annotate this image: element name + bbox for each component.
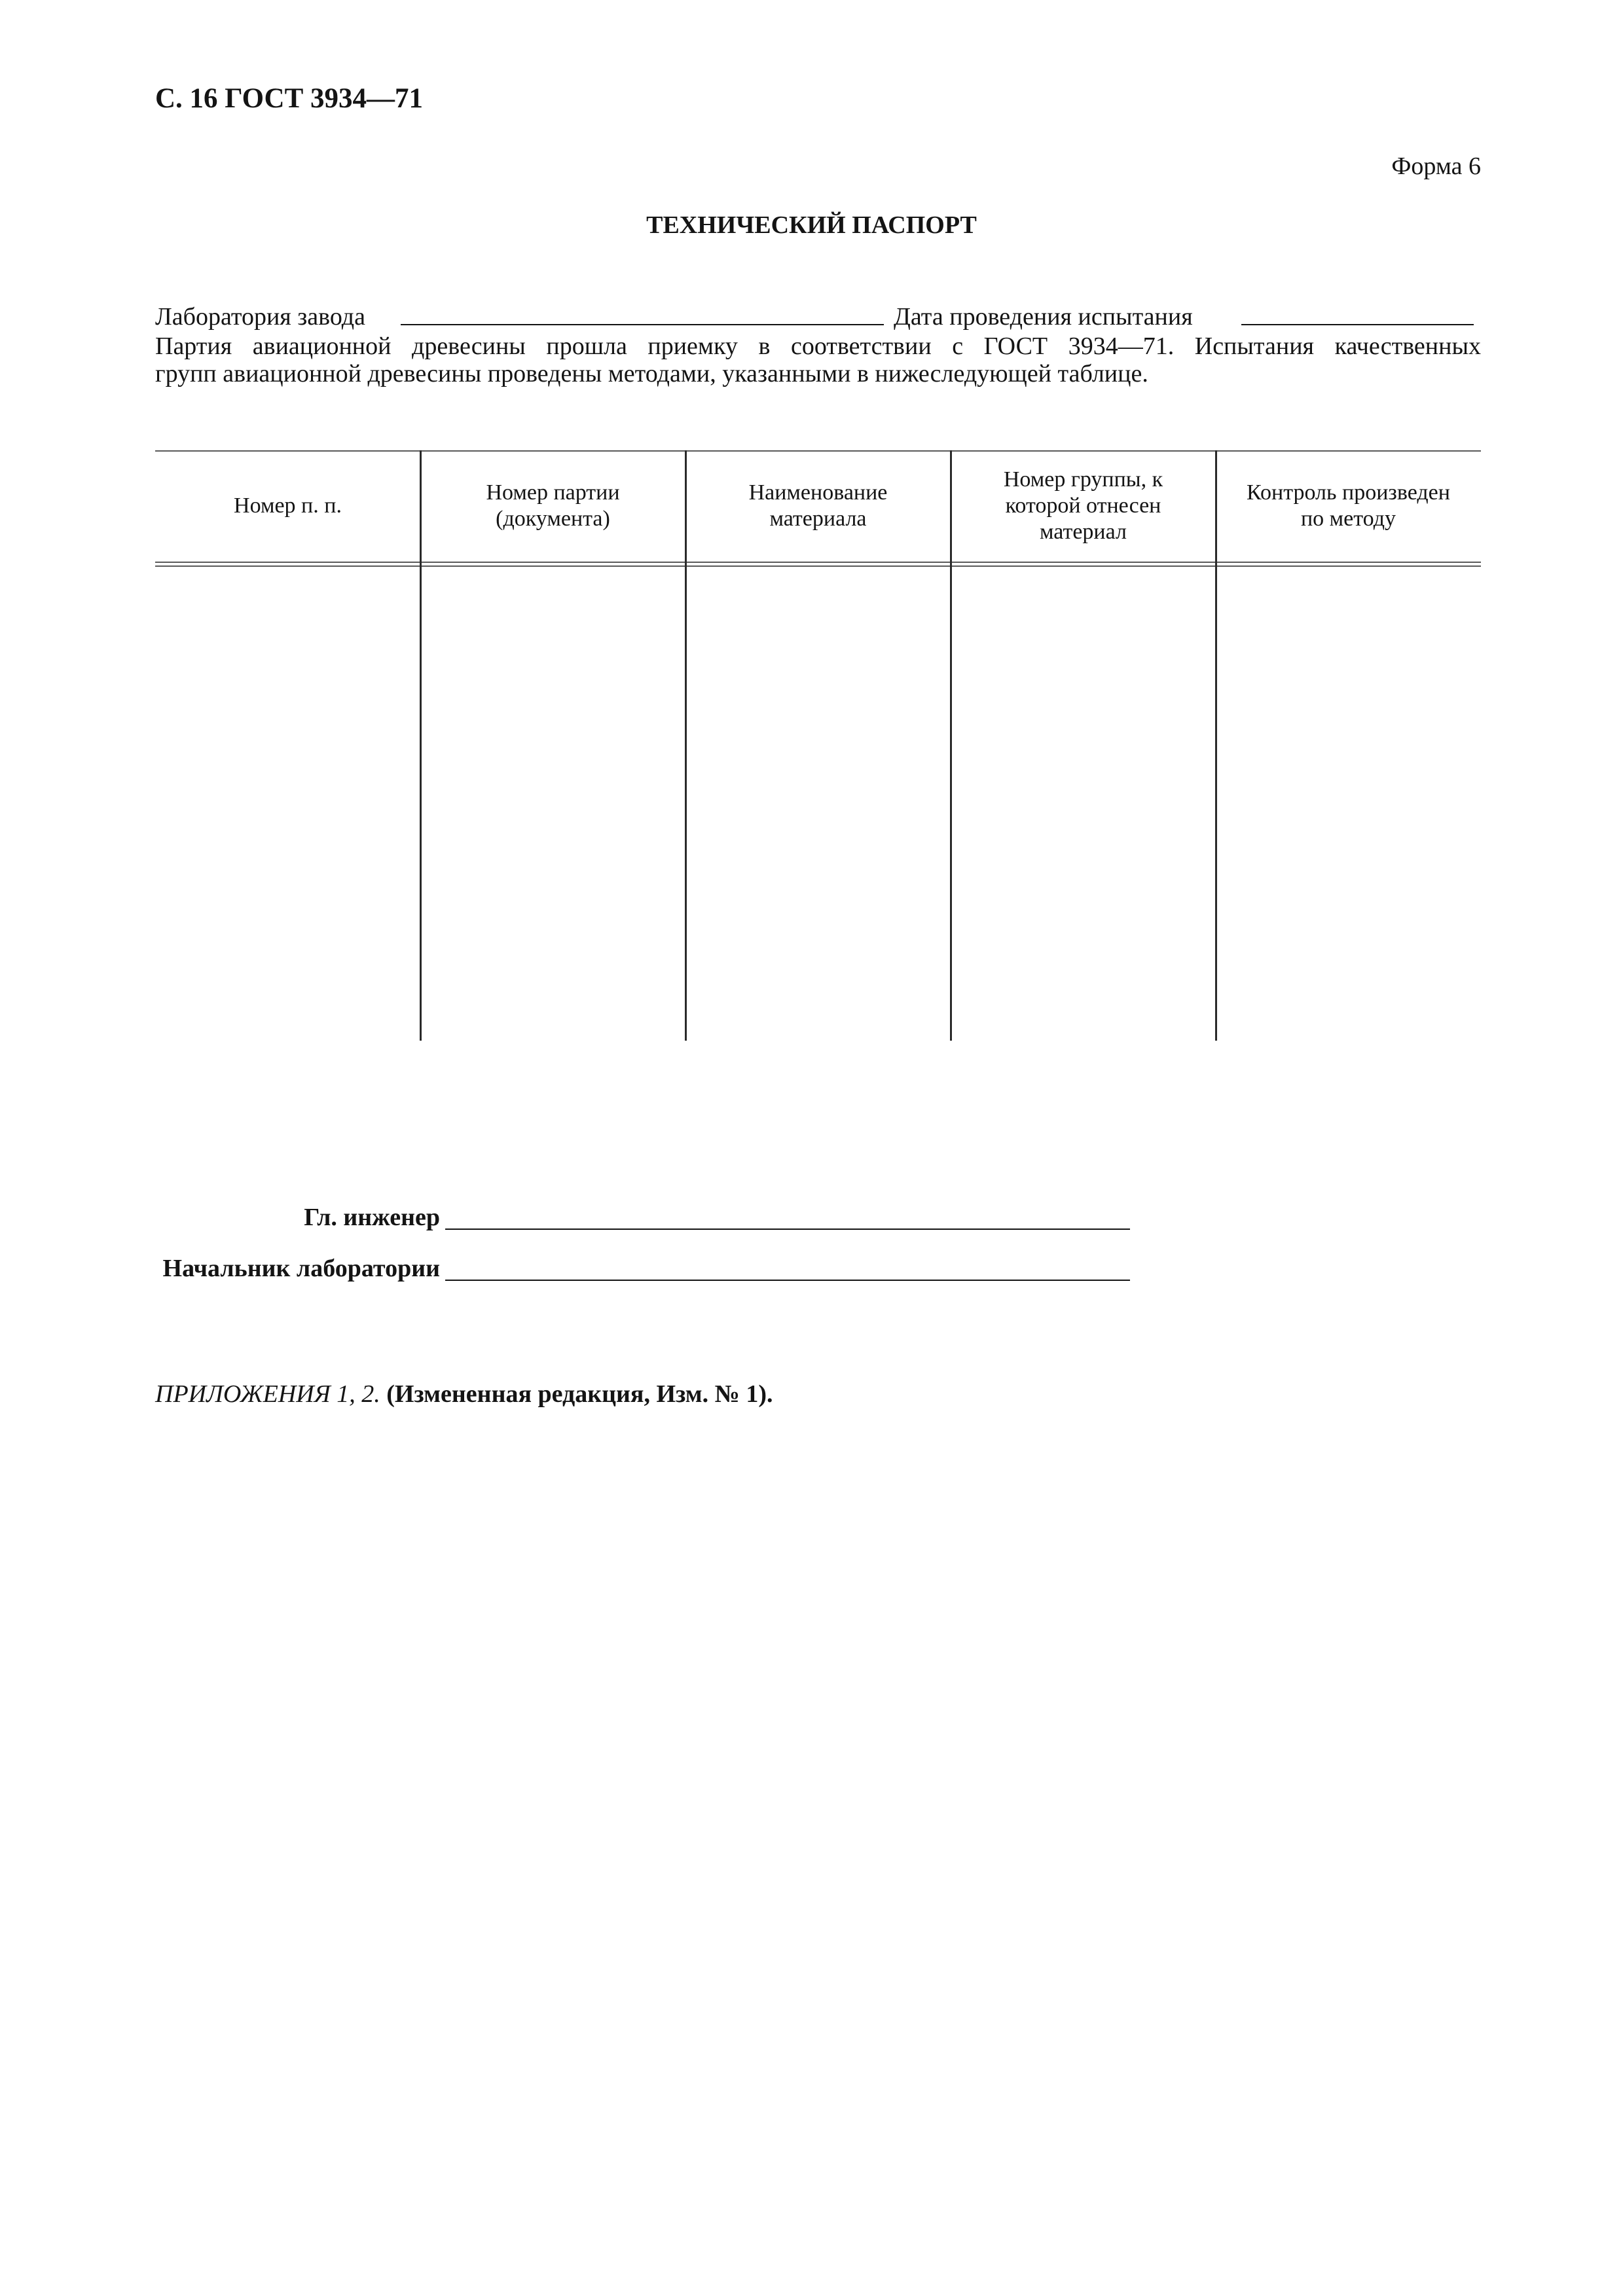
form-number: Форма 6	[1391, 152, 1481, 180]
column-header-material: Наименование материала	[748, 480, 888, 531]
lab-head-signature-line[interactable]	[445, 1280, 1130, 1281]
column-header-batch: Номер партии (документа)	[486, 480, 620, 531]
column-divider	[420, 450, 422, 1041]
column-divider	[950, 450, 952, 1041]
lab-label: Лаборатория завода	[155, 303, 365, 331]
chief-engineer-signature-line[interactable]	[445, 1229, 1130, 1230]
column-divider	[1215, 450, 1217, 1041]
page-header: С. 16 ГОСТ 3934—71	[155, 83, 424, 114]
column-divider	[685, 450, 687, 1041]
intro-line-3: групп авиационной древесины проведены методами, указанными в нижеследующей таблице.	[155, 360, 1148, 387]
results-table	[155, 450, 1481, 1041]
header-rule	[155, 562, 1481, 563]
document-title: ТЕХНИЧЕСКИЙ ПАСПОРТ	[646, 211, 977, 239]
column-header-number: Номер п. п.	[234, 493, 342, 518]
footnote	[155, 1380, 773, 1408]
column-header-method: Контроль произведен по методу	[1247, 480, 1450, 531]
footnote-revision: (Измененная редакция, Изм. № 1).	[386, 1380, 773, 1408]
column-header-group: Номер группы, к которой отнесен материал	[1003, 467, 1163, 544]
footnote-appendix: ПРИЛОЖЕНИЯ 1, 2.	[155, 1380, 380, 1408]
test-date-label: Дата проведения испытания	[894, 303, 1193, 331]
lab-head-label: Начальник лаборатории	[162, 1255, 440, 1282]
chief-engineer-label: Гл. инженер	[304, 1204, 440, 1231]
test-date-fill-line[interactable]	[1241, 324, 1474, 325]
lab-fill-line[interactable]	[401, 324, 884, 325]
header-rule-double	[155, 565, 1481, 567]
intro-line-2: Партия авиационной древесины прошла приемку в соответствии с ГОСТ 3934—71. Испытания качественных	[155, 332, 1481, 360]
